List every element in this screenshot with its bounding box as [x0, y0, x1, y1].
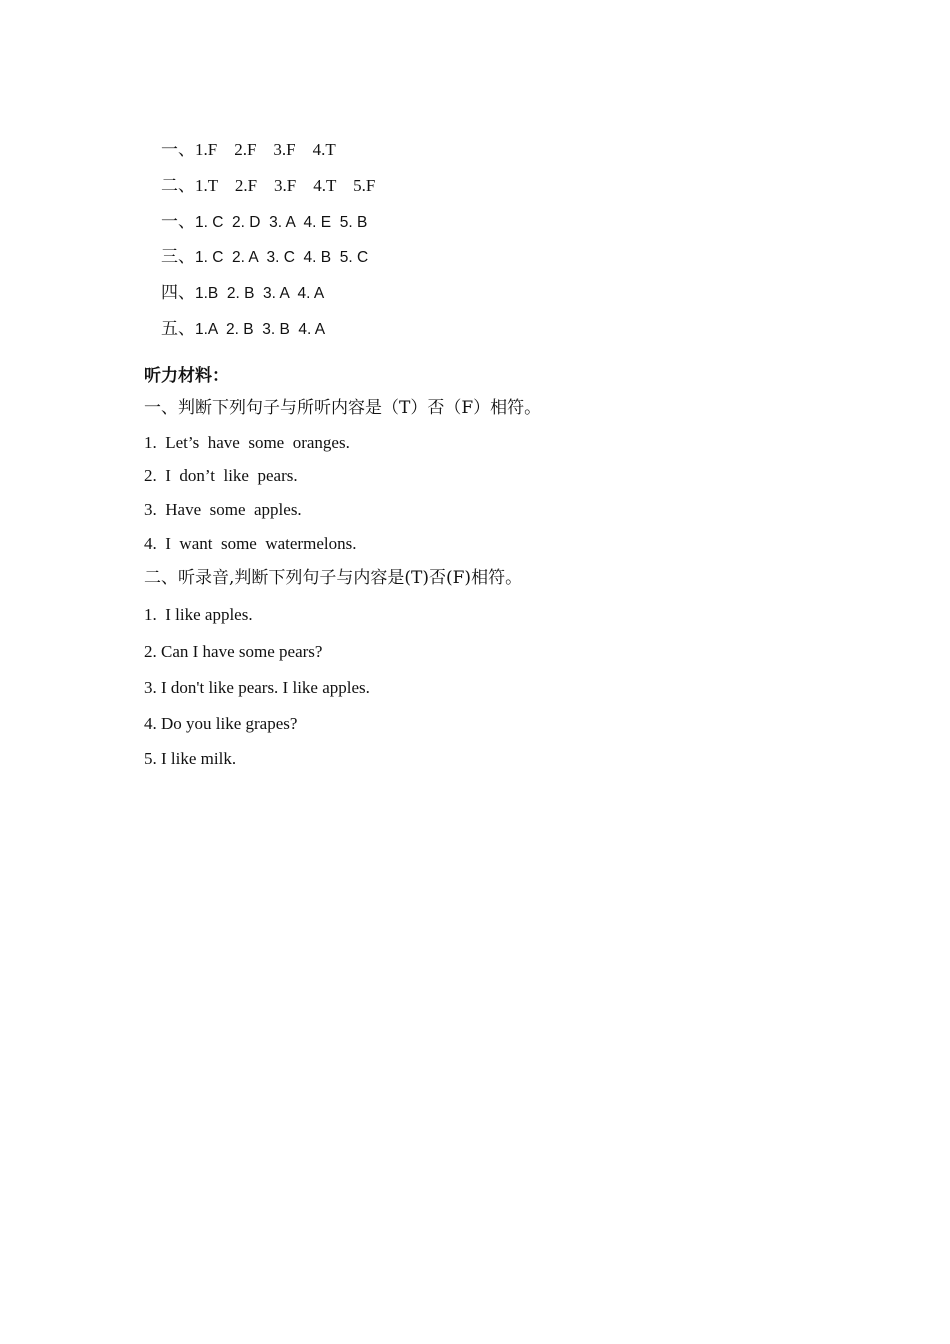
section1-item: 2. I don’t like pears. [144, 466, 298, 485]
answer-prefix: 二、 [161, 176, 195, 196]
section2-item: 2. Can I have some pears? [144, 642, 323, 661]
listening-heading: 听力材料： [144, 366, 229, 386]
section2-item: 4. Do you like grapes? [144, 714, 298, 733]
answer-text: 1.F 2.F 3.F 4.T [195, 140, 336, 159]
answer-text: 1. C 2. D 3. A 4. E 5. B [195, 214, 368, 231]
section2-item: 1. I like apples. [144, 605, 253, 624]
answer-text: 1.B 2. B 3. A 4. A [195, 285, 325, 302]
section1-item: 3. Have some apples. [144, 500, 302, 519]
answer-text: 1.T 2.F 3.F 4.T 5.F [195, 176, 376, 195]
section1-item: 1. Let’s have some oranges. [144, 433, 350, 452]
answer-prefix: 五、 [161, 319, 195, 339]
answer-text: 1. C 2. A 3. C 4. B 5. C [195, 249, 369, 266]
answer-prefix: 一、 [161, 212, 195, 232]
answer-prefix: 三、 [161, 247, 195, 267]
section1-item: 4. I want some watermelons. [144, 534, 357, 553]
answer-line-6 [144, 296, 325, 363]
answer-prefix: 一、 [161, 140, 195, 160]
section1-instruction: 一、判断下列句子与所听内容是（T）否（F）相符。 [144, 398, 542, 418]
answer-prefix: 四、 [161, 283, 195, 303]
section2-item: 3. I don't like pears. I like apples. [144, 678, 370, 697]
section2-instruction: 二、听录音,判断下列句子与内容是(T)否(F)相符。 [144, 568, 523, 588]
section2-item: 5. I like milk. [144, 749, 237, 768]
answer-text: 1.A 2. B 3. B 4. A [195, 321, 326, 338]
